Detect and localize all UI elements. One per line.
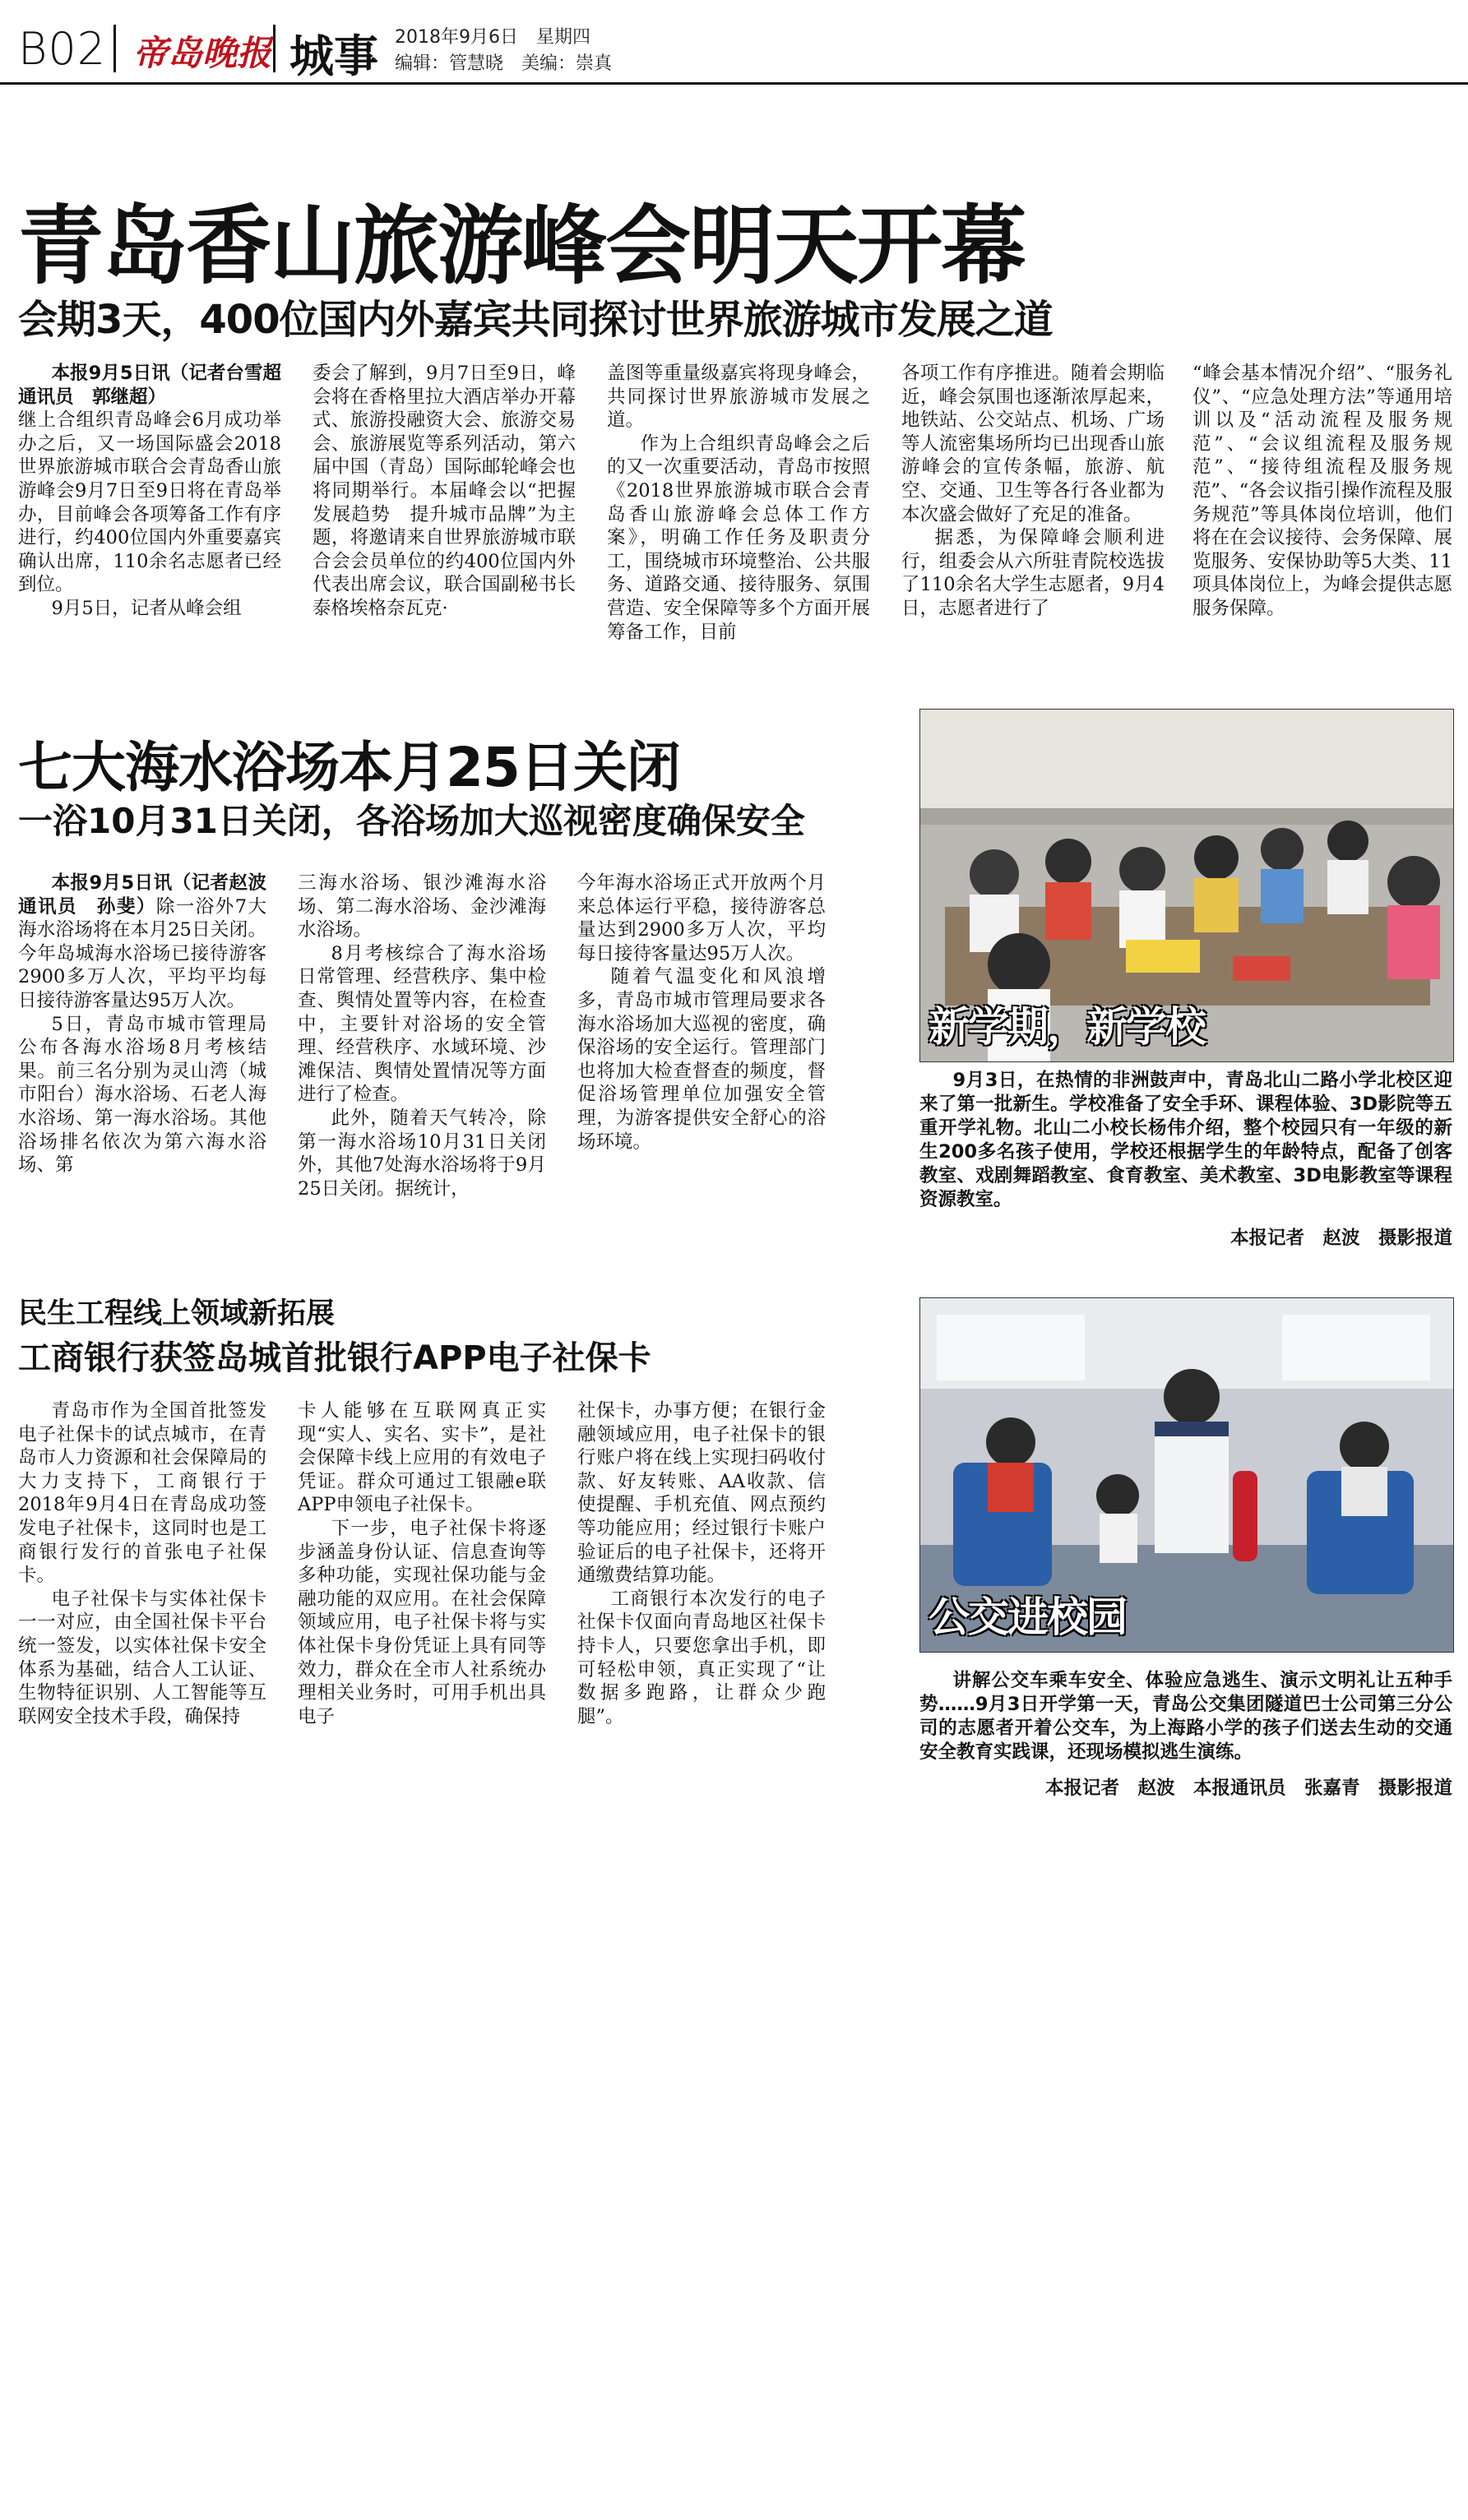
- lead-paragraph: 继上合组织青岛峰会6月成功举办之后，又一场国际盛会2018世界旅游城市联合会青岛香山旅游峰会9月7日至9日将在青岛举办，目前峰会各项筹备工作有序进行，约400位国内外重要嘉宾确认出席，110余名志愿者已经到位。: [18, 409, 281, 596]
- lead-headline: 青岛香山旅游峰会明天开幕: [18, 196, 1026, 296]
- photo-credit: 本报记者 赵波 摄影报道: [1230, 1228, 1452, 1249]
- beach-column-2: [298, 872, 546, 1200]
- lead-paragraph: 9月5日，记者从峰会组: [51, 597, 242, 619]
- beach-headline: 七大海水浴场本月25日关闭: [18, 736, 680, 799]
- beach-paragraph: 此外，随着天气转冷，除第一海水浴场10月31日关闭外，其他7处海水浴场将于9月25日关闭。据统计，: [298, 1107, 546, 1200]
- bank-paragraph: 电子社保卡与实体社保卡一一对应，由全国社保卡平台统一签发，以实体社保卡安全体系为基础，结合人工认证、生物特征识别、人工智能等互联网安全技术手段，确保持: [18, 1588, 266, 1727]
- photo-caption: 讲解公交车乘车安全、体验应急逃生、演示文明礼让五种手势……9月3日开学第一天，青岛公交集团隧道巴士公司第三分公司的志愿者开着公交车，为上海路小学的孩子们送去生动的交通安全教育实践课，还现场模拟逃生演练。: [919, 1670, 1452, 1763]
- editor-credits: 编辑：管慧晓 美编：崇真: [395, 53, 613, 74]
- lead-column-5: [1192, 362, 1452, 621]
- beach-dateline: 本报9月5日讯（记者赵波 通讯员 孙斐）: [18, 872, 285, 918]
- lead-dateline: 本报9月5日讯（记者台雪超 通讯员 郭继超）: [18, 363, 300, 408]
- bank-column-2: [298, 1399, 546, 1728]
- photo-title: 新学期，新学校: [928, 1003, 1205, 1051]
- lead-column-4: [901, 362, 1165, 621]
- lead-paragraph: 盖图等重量级嘉宾将现身峰会，共同探讨世界旅游城市发展之道。: [607, 363, 870, 432]
- beach-paragraph: 随着气温变化和风浪增多，青岛市城市管理局要求各海水浴场加大巡视的密度，确保浴场的安全运行。管理部门也将加大检查督查的频度，督促浴场管理单位加强安全管理，为游客提供安全舒心的浴场环境。: [577, 966, 826, 1153]
- bank-column-1: [18, 1399, 266, 1728]
- photo-title: 公交进校园: [928, 1593, 1126, 1641]
- beach-paragraph: 今年海水浴场正式开放两个月来总体运行平稳，接待游客总量达到2900多万人次，平均每日接待客量达95万人次。: [577, 872, 826, 964]
- beach-column-1: [18, 872, 285, 1177]
- lead-subheadline: 会期3天，400位国内外嘉宾共同探讨世界旅游城市发展之道: [18, 297, 1053, 343]
- bank-column-3: [577, 1399, 826, 1728]
- lead-column-1: [18, 362, 300, 621]
- lead-paragraph: 委会了解到，9月7日至9日，峰会将在香格里拉大酒店举办开幕式、旅游投融资大会、旅游交易会、旅游展览等系列活动，第六届中国（青岛）国际邮轮峰会也将同期举行。本届峰会以“把握发展趋势 提升城市品牌”为主题，将邀请来自世界旅游城市联合会会员单位的约400位国内外代表出席会议，联合国副秘书长泰格埃格奈瓦克·: [313, 363, 576, 619]
- beach-subheadline: 一浴10月31日关闭，各浴场加大巡视密度确保安全: [18, 801, 805, 841]
- photo-caption: 9月3日，在热情的非洲鼓声中，青岛北山二路小学北校区迎来了第一批新生。学校准备了安全手环、课程体验、3D影院等五重开学礼物。北山二小校长杨伟介绍，整个校园只有一年级的新生200多名孩子使用，学校还根据学生的年龄特点，配备了创客教室、戏剧舞蹈教室、食育教室、美术教室、3D电影教室等课程资源教室。: [919, 1070, 1452, 1210]
- bank-paragraph: 工商银行本次发行的电子社保卡仅面向青岛地区社保卡持卡人，只要您拿出手机，即可轻松申领，真正实现了“让数据多跑路，让群众少跑腿”。: [577, 1588, 826, 1727]
- header-rule: [0, 82, 1468, 85]
- beach-paragraph: 三海水浴场、银沙滩海水浴场、第二海水浴场、金沙滩海水浴场。: [298, 872, 546, 941]
- bank-paragraph: 下一步，电子社保卡将逐步涵盖身份认证、信息查询等多种功能，实现社保功能与金融功能的双应用。在社会保障领域应用，电子社保卡将与实体社保卡身份凭证上具有同等效力，群众在全市人社系统办理相关业务时，可用手机出具电子: [298, 1517, 546, 1727]
- header-divider: [113, 25, 116, 72]
- bank-headline: 工商银行获签岛城首批银行APP电子社保卡: [18, 1339, 651, 1377]
- lead-paragraph: 作为上合组织青岛峰会之后的又一次重要活动，青岛市按照《2018世界旅游城市联合会青岛香山旅游峰会总体工作方案》，明确工作任务及职责分工，围绕城市环境整治、公共服务、道路交通、接待服务、氛围营造、安全保障等多个方面开展筹备工作，目前: [607, 432, 870, 643]
- header-divider: [273, 25, 276, 72]
- bank-kicker: 民生工程线上领域新拓展: [18, 1297, 336, 1330]
- beach-column-3: [577, 872, 826, 1154]
- newspaper-masthead: 帝岛晚报: [133, 33, 272, 73]
- bus-safety-photo: [919, 1297, 1454, 1653]
- beach-paragraph: 8月考核综合了海水浴场日常管理、经营秩序、集中检查、舆情处置等内容，在检查中，主要针对浴场的安全管理、经营秩序、水域环境、沙滩保洁、舆情处置情况等方面进行了检查。: [298, 942, 546, 1106]
- lead-paragraph: “峰会基本情况介绍”、“服务礼仪”、“应急处理方法”等通用培训以及“活动流程及服务规范”、“会议组流程及服务规范”、“接待组流程及服务规范”、“各会议指引操作流程及服务规范”等具体岗位培训，他们将在在会议接待、会务保障、展览服务、安保协助等5大类、11项具体岗位上，为峰会提供志愿服务保障。: [1192, 363, 1452, 619]
- classroom-photo: [919, 709, 1454, 1062]
- bank-paragraph: 卡人能够在互联网真正实现“实人、实名、实卡”，是社会保障卡线上应用的有效电子凭证。群众可通过工银融e联APP申领电子社保卡。: [298, 1400, 546, 1516]
- page-number: B02: [18, 23, 107, 75]
- issue-date: 2018年9月6日 星期四: [395, 27, 590, 48]
- bank-paragraph: 青岛市作为全国首批签发电子社保卡的试点城市，在青岛市人力资源和社会保障局的大力支持下，工商银行于2018年9月4日在青岛成功签发电子社保卡，这同时也是工商银行发行的首张电子社保卡。: [18, 1400, 266, 1587]
- beach-paragraph: 除一浴外7大海水浴场将在本月25日关闭。今年岛城海水浴场已接待游客2900多万人次，平均平均每日接待游客量达95万人次。: [18, 895, 266, 1011]
- lead-paragraph: 据悉，为保障峰会顺利进行，组委会从六所驻青院校选拔了110余名大学生志愿者，9月4日，志愿者进行了: [901, 527, 1165, 619]
- lead-column-3: [607, 362, 870, 644]
- beach-paragraph: 5日，青岛市城市管理局公布各海水浴场8月考核结果。前三名分别为灵山湾（城市阳台）海水浴场、石老人海水浴场、第一海水浴场。其他浴场排名依次为第六海水浴场、第: [18, 1013, 266, 1177]
- photo-credit: 本报记者 赵波 本报通讯员 张嘉青 摄影报道: [1044, 1778, 1452, 1799]
- lead-column-2: [313, 362, 576, 621]
- lead-paragraph: 各项工作有序推进。随着会期临近，峰会氛围也逐渐浓厚起来，地铁站、公交站点、机场、广场等人流密集场所均已出现香山旅游峰会的宣传条幅，旅游、航空、交通、卫生等各行各业都为本次盛会做好了充足的准备。: [901, 363, 1165, 525]
- bank-paragraph: 社保卡，办事方便；在银行金融领域应用，电子社保卡的银行账户将在线上实现扫码收付款、好友转账、AA收款、信使提醒、手机充值、网点预约等功能应用；经过银行卡账户验证后的电子社保卡，还将开通缴费结算功能。: [577, 1400, 826, 1587]
- section-name: 城事: [289, 30, 378, 82]
